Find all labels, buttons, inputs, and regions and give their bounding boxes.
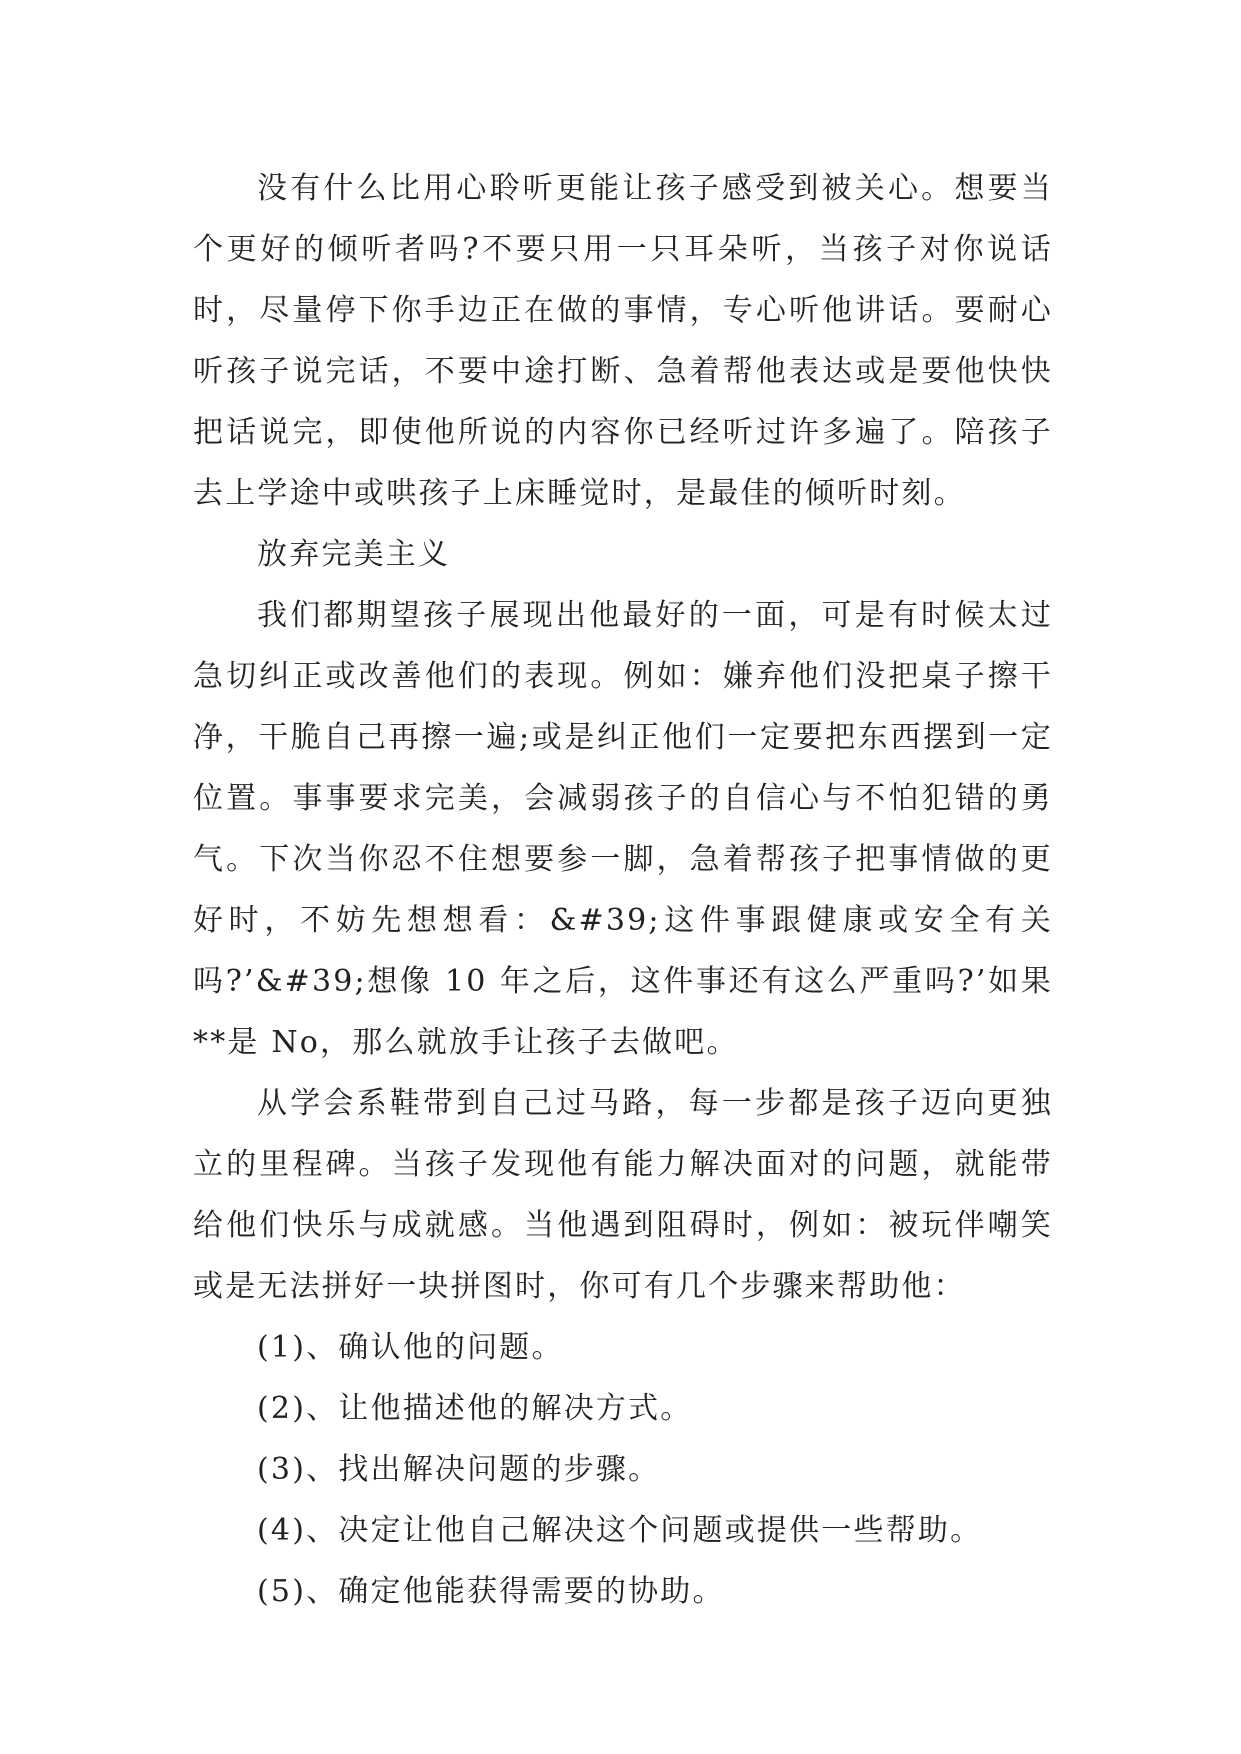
paragraph-independence: 从学会系鞋带到自己过马路，每一步都是孩子迈向更独立的里程碑。当孩子发现他有能力解决面对的问题，就能带给他们快乐与成就感。当他遇到阻碍时，例如：被玩伴嘲笑或是无法拼好一块拼图时，你可有几个步骤来帮助他： bbox=[193, 1086, 1053, 1304]
step-item: (4)、决定让他自己解决这个问题或提供一些帮助。 bbox=[257, 1513, 983, 1548]
step-item: (3)、找出解决问题的步骤。 bbox=[257, 1452, 661, 1487]
step-item: (1)、确认他的问题。 bbox=[257, 1330, 564, 1365]
paragraph-perfectionism: 我们都期望孩子展现出他最好的一面，可是有时候太过急切纠正或改善他们的表现。例如：嫌弃他们没把桌子擦干净，干脆自己再擦一遍;或是纠正他们一定要把东西摆到一定位置。事事要求完美，会减弱孩子的自信心与不怕犯错的勇气。下次当你忍不住想要参一脚，急着帮孩子把事情做的更好时，不妨先想想看：&#39;这件事跟健康或安全有关吗?’&#39;想像 10 年之后，这件事还有这么严重吗?’如果**是 No，那么就放手让孩子去做吧。 bbox=[193, 598, 1053, 1060]
step-item: (5)、确定他能获得需要的协助。 bbox=[257, 1574, 725, 1609]
step-item: (2)、让他描述他的解决方式。 bbox=[257, 1391, 693, 1426]
section-heading: 放弃完美主义 bbox=[257, 537, 451, 572]
document-body bbox=[193, 158, 1053, 1622]
paragraph-listening: 没有什么比用心聆听更能让孩子感受到被关心。想要当个更好的倾听者吗?不要只用一只耳朵听，当孩子对你说话时，尽量停下你手边正在做的事情，专心听他讲话。要耐心听孩子说完话，不要中途打断、急着帮他表达或是要他快快把话说完，即使他所说的内容你已经听过许多遍了。陪孩子去上学途中或哄孩子上床睡觉时，是最佳的倾听时刻。 bbox=[193, 171, 1053, 511]
